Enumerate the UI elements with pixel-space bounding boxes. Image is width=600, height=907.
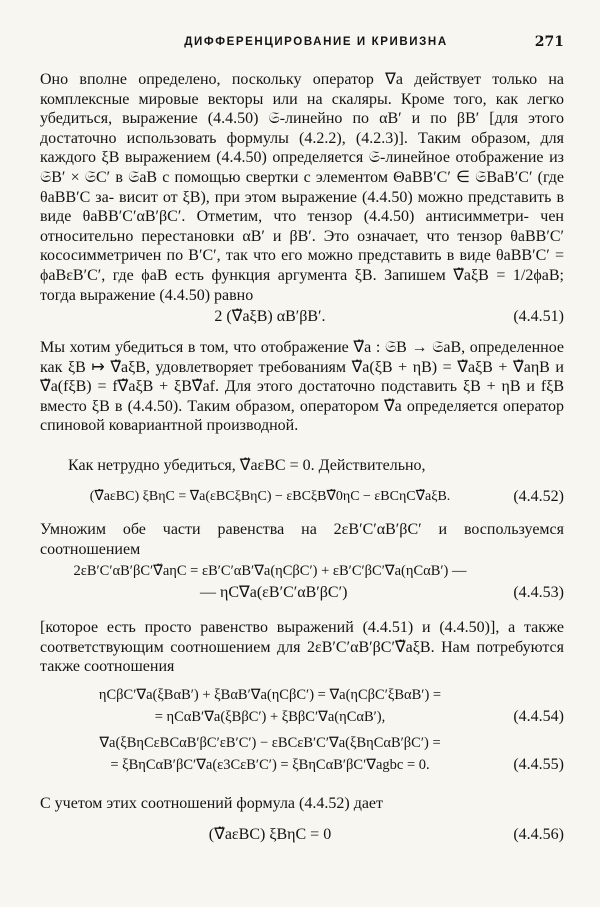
paragraph-3: Как нетрудно убедиться, ∇̃aεBC = 0. Действительно, [68, 457, 426, 474]
page-header [68, 36, 564, 56]
equation-4-4-55-line-2 [40, 754, 564, 794]
equation-4-4-52 [40, 486, 564, 520]
equation-label: (4.4.56) [513, 826, 564, 843]
equation-label: (4.4.54) [513, 708, 564, 725]
equation-expression: — ηC∇a(εB′C′αB′βC′) [200, 584, 348, 601]
page-body [40, 70, 564, 846]
equation-expression: (∇̃aεBC) ξBηC = ∇a(εBCξBηC) − εBCξB∇̃0ηC − εBCηC∇̃aξB. [89, 489, 451, 504]
equation-expression: = ξBηCαB′βC′∇a(ε3CεB′C′) = ξBηCαB′βC′∇agbc = 0. [110, 757, 430, 773]
equation-4-4-56 [40, 824, 564, 846]
equation-expression: 2 (∇̃aξB) αB′βB′. [214, 308, 326, 325]
equation-label: (4.4.55) [513, 756, 564, 773]
equation-4-4-53-line-1 [40, 560, 564, 582]
equation-expression: = ηCαB′∇a(ξBβC′) + ξBβC′∇a(ηCαB′), [154, 709, 386, 725]
equation-label: (4.4.52) [513, 488, 564, 505]
equation-label: (4.4.53) [513, 584, 564, 601]
paragraph-6: С учетом этих соотношений формула (4.4.52) дает [40, 795, 384, 812]
equation-4-4-54-line-1 [40, 684, 564, 706]
equation-4-4-53-line-2 [40, 582, 564, 618]
equation-expression: ∇a(ξBηCεBCαB′βC′εB′C′) − εBCεB′C′∇a(ξBηCαB′βC′) = [99, 735, 441, 751]
paragraph-2: Мы хотим убедиться в том, что отображение ∇̃a : 𝔖B → 𝔖aB, определенное как ξB ↦ ∇̃aξB, удовлетворяет требованиям ∇̃a(ξB + ηB) = ∇̃aξB + ∇̃aηB и ∇̃a(fξB) = f∇̃aξB + ξB∇̃af. Для этого достаточно подставить ξB + ηB и fξB вместо ξB в (4.4.50). Таким образом, оператором ∇̃a определяется оператор спиновой ковариантной производной. [40, 339, 564, 435]
equation-4-4-55-line-1 [40, 732, 564, 754]
equation-4-4-51 [40, 306, 564, 338]
equation-expression: (∇̃aεBC) ξBηC = 0 [208, 826, 332, 843]
equation-expression: 2εB′C′αB′βC′∇̃aηC = εB′C′αB′∇a(ηCβC′) + εB′C′βC′∇a(ηCαB′) — [73, 563, 467, 579]
equation-4-4-54-line-2 [40, 706, 564, 732]
paragraph-5: [которое есть просто равенство выражений (4.4.51) и (4.4.50)], а также соответствующим соотношением для 2εB′C′αB′βC′∇̃aξB. Нам потребуются также соотношения [40, 619, 564, 676]
running-head: ДИФФЕРЕНЦИРОВАНИЕ И КРИВИЗНА [184, 36, 448, 48]
paragraph-4: Умножим обе части равенства на 2εB′C′αB′βC′ и воспользуемся соотношением [40, 521, 564, 558]
page-number: 271 [534, 34, 564, 50]
equation-expression: ηCβC′∇a(ξBαB′) + ξBαB′∇a(ηCβC′) = ∇a(ηCβC′ξBαB′) = [98, 687, 442, 703]
equation-label: (4.4.51) [513, 308, 564, 325]
paragraph-1: Оно вполне определено, поскольку оператор ∇a действует только на комплексные мировые векторы или на скаляры. Кроме того, как легко убедиться, выражение (4.4.50) 𝔖-линейно по αB′ и по βB′ [для этого достаточно использовать формулы (4.2.2), (4.2.3)]. Таким образом, для каждого ξB выражением (4.4.50) определяется 𝔖-линейное отображение из 𝔖B′ × 𝔖C′ в 𝔖aB с помощью свертки с элементом ΘaBB′C′ ∈ 𝔖BaB′C′ (где θaBB′C за- висит от ξB), при этом выражение (4.4.50) можно представить в виде θaBB′C′αB′βC′. Отметим, что тензор (4.4.50) антисимметри- чен относительно перестановки αB′ и βB′. Это означает, что тензор θaBB′C′ кососимметричен по B′C′, так что его можно представить в виде θaBB′C′ = ϕaBεB′C′, где ϕaB есть функция аргумента ξB. Запишем ∇̃aξB = 1/2ϕaB; тогда выражение (4.4.50) равно [40, 71, 564, 304]
